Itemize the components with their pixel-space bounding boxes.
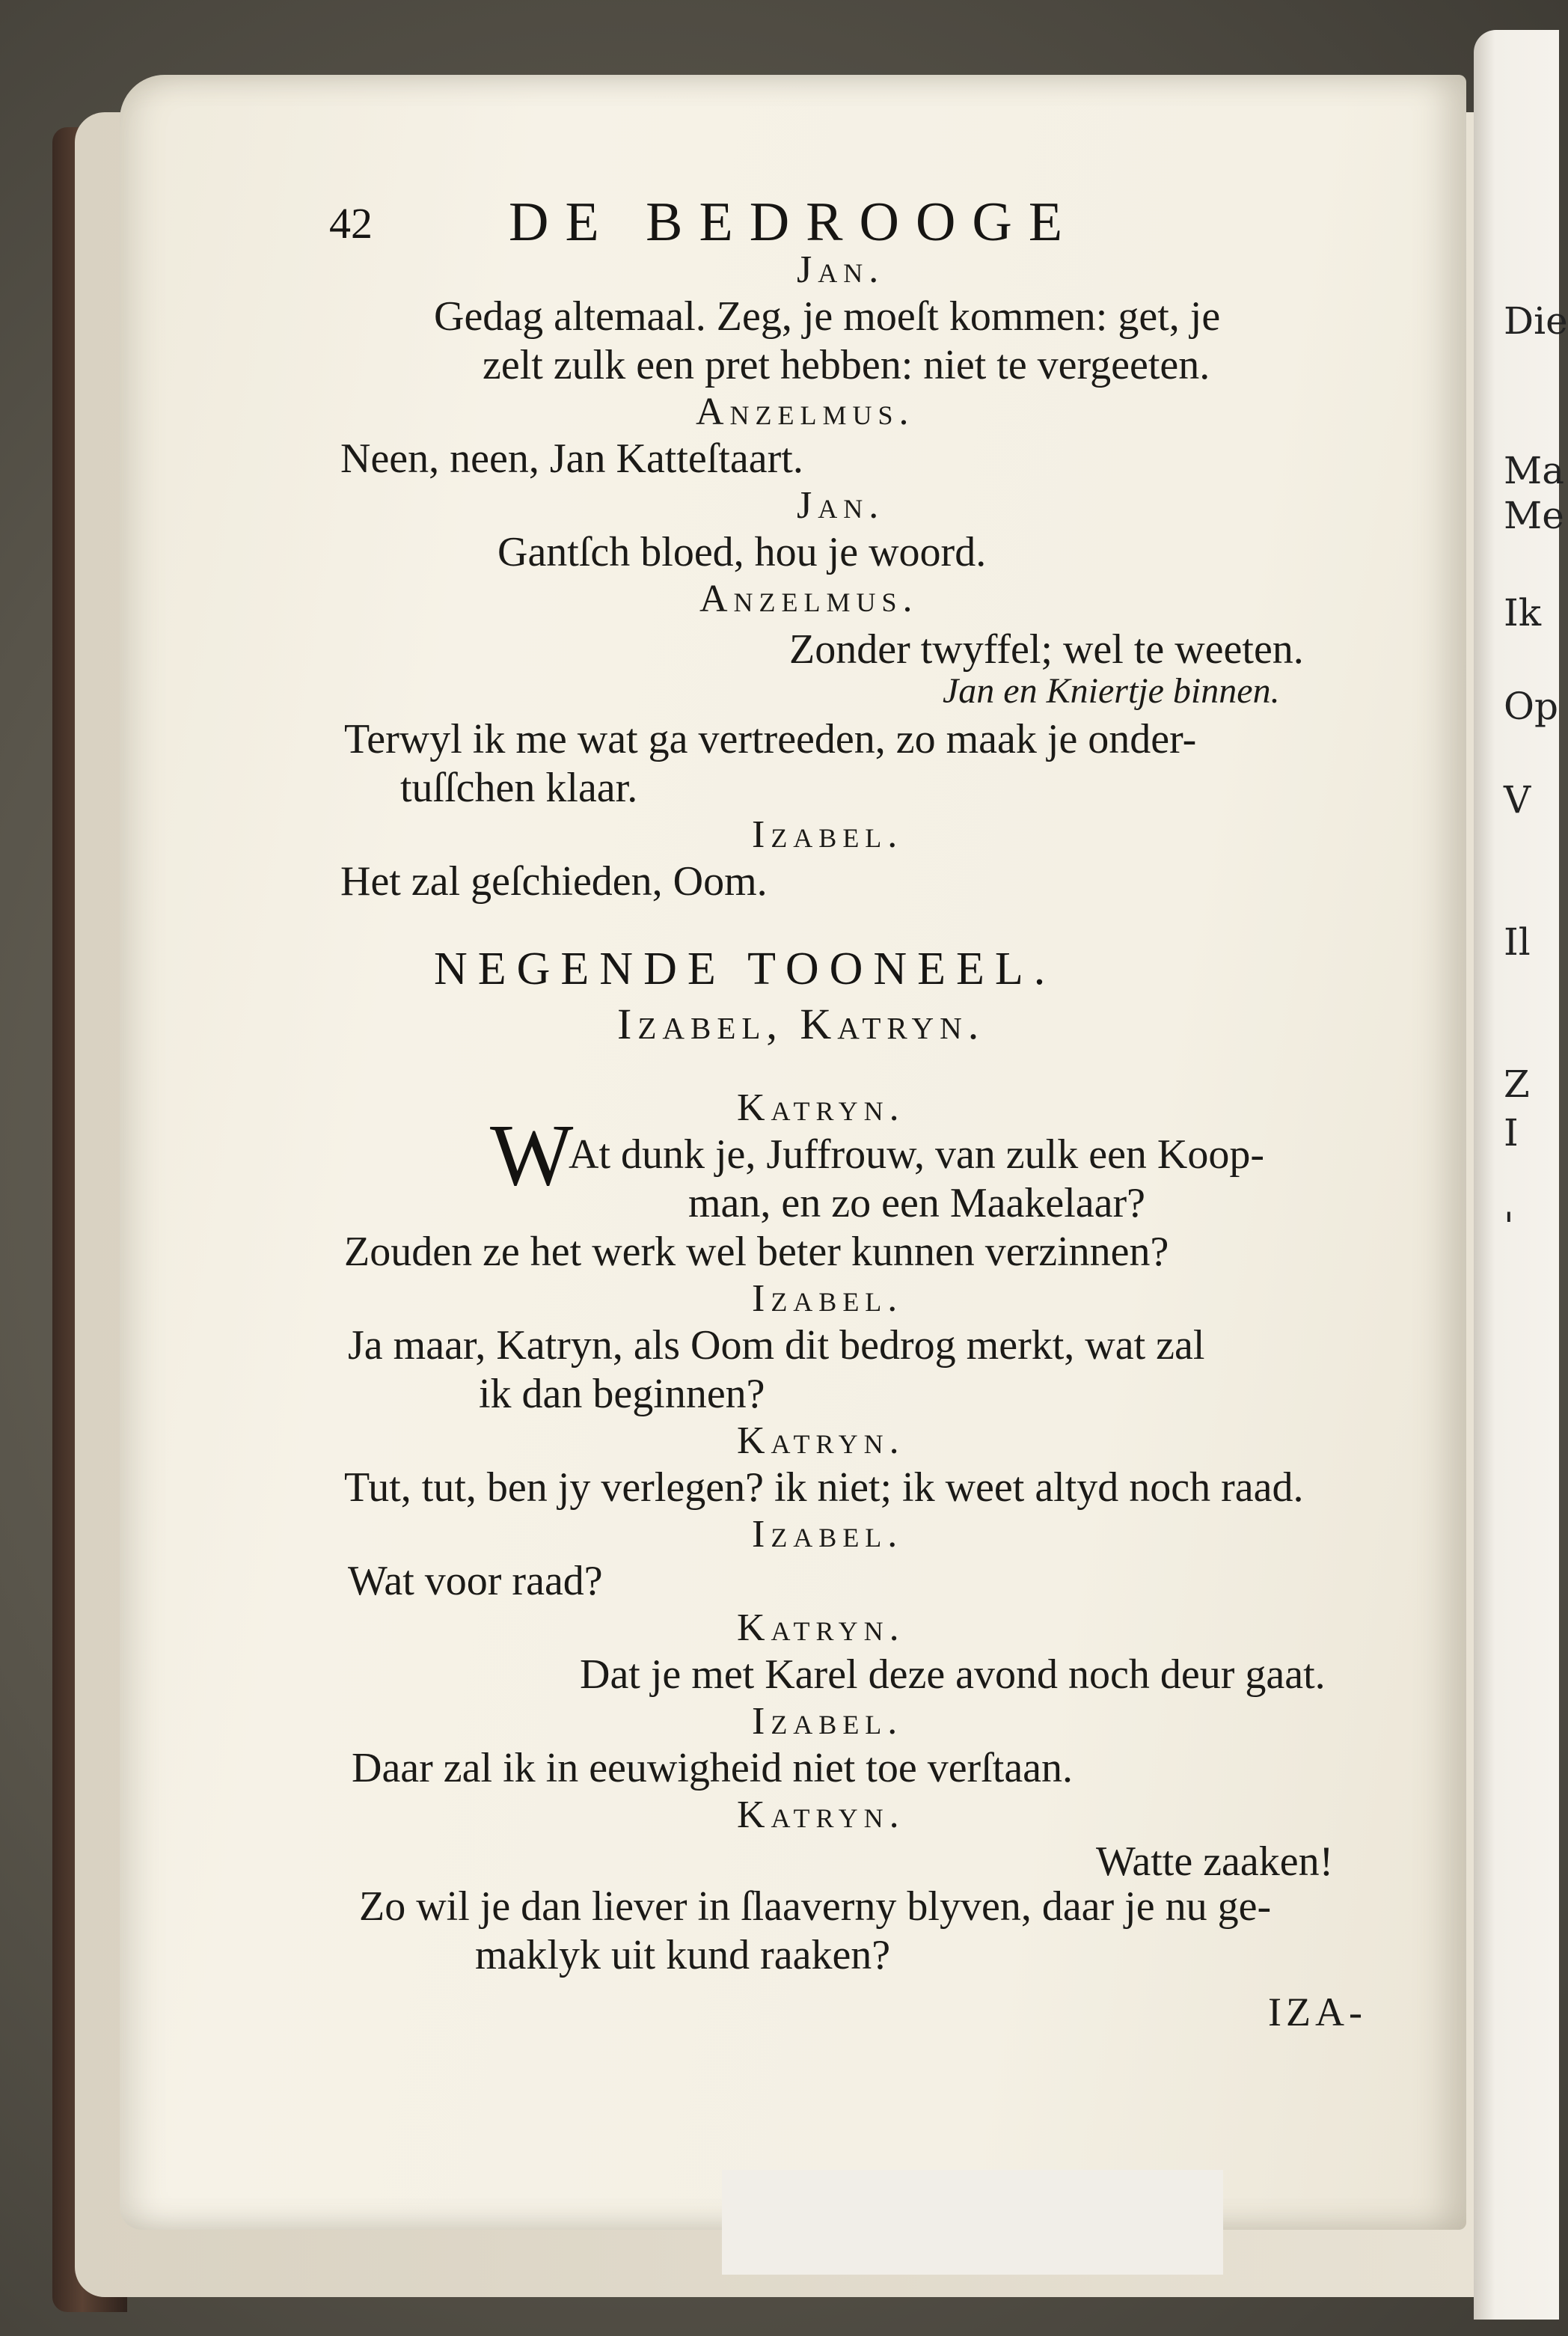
verse-line: Zo wil je dan liever in ſlaaverny blyven, daar je nu ge- bbox=[359, 1883, 1272, 1930]
speaker-label: Katryn. bbox=[737, 1419, 905, 1462]
stage-direction: Jan en Kniertje binnen. bbox=[943, 671, 1280, 711]
facing-page-fragment: Op bbox=[1504, 685, 1558, 728]
verse-line: Ja maar, Katryn, als Oom dit bedrog merkt, wat zal bbox=[348, 1322, 1205, 1369]
speaker-label: Izabel. bbox=[752, 1277, 904, 1320]
verse-line: Dat je met Karel deze avond noch deur gaat. bbox=[580, 1651, 1326, 1698]
facing-page-fragment: V bbox=[1504, 778, 1531, 822]
verse-line: Zonder twyffel; wel te weeten. bbox=[789, 626, 1304, 673]
speaker-label: Katryn. bbox=[737, 1794, 905, 1836]
verse-line: Wat voor raad? bbox=[348, 1558, 603, 1604]
running-title: DE BEDROOGE bbox=[509, 192, 1079, 253]
verse-line: Het zal geſchieden, Oom. bbox=[340, 858, 768, 905]
speaker-label: Katryn. bbox=[737, 1606, 905, 1649]
verse-line: Gedag altemaal. Zeg, je moeſt kommen: get, je bbox=[434, 293, 1221, 340]
redaction-patch bbox=[722, 2170, 1223, 2275]
verse-line: tuſſchen klaar. bbox=[400, 765, 638, 811]
verse-line: maklyk uit kund raaken? bbox=[475, 1932, 891, 1978]
facing-page-fragment: Ma bbox=[1504, 449, 1565, 492]
page-number: 42 bbox=[329, 199, 373, 248]
speaker-label: Anzelmus. bbox=[696, 391, 915, 433]
verse-line: Terwyl ik me wat ga vertreeden, zo maak je onder- bbox=[344, 716, 1197, 762]
verse-line: Neen, neen, Jan Katteſtaart. bbox=[340, 435, 803, 482]
facing-page-fragment: ' bbox=[1504, 1205, 1514, 1248]
drop-cap: W bbox=[490, 1106, 574, 1204]
speaker-label: Jan. bbox=[797, 484, 885, 527]
verse-line: zelt zulk een pret hebben: niet te vergeeten. bbox=[483, 342, 1210, 388]
verse-line: At dunk je, Juffrouw, van zulk een Koop- bbox=[569, 1131, 1265, 1178]
facing-page-fragment: I bbox=[1504, 1111, 1519, 1155]
verse-line: Gantſch bloed, hou je woord. bbox=[497, 529, 987, 575]
facing-page-fragment: Me bbox=[1504, 494, 1564, 537]
speaker-label: Jan. bbox=[797, 248, 885, 291]
facing-page-fragment: Il bbox=[1504, 920, 1531, 964]
scene-characters: Izabel, Katryn. bbox=[617, 1000, 985, 1048]
facing-page-fragment: Ik bbox=[1504, 591, 1542, 635]
speaker-label: Izabel. bbox=[752, 1700, 904, 1743]
speaker-label: Katryn. bbox=[737, 1086, 905, 1129]
catchword: IZA- bbox=[1268, 1990, 1367, 2034]
speaker-label: Izabel. bbox=[752, 813, 904, 856]
verse-line: Watte zaaken! bbox=[1096, 1838, 1334, 1885]
verse-line: Tut, tut, ben jy verlegen? ik niet; ik weet altyd noch raad. bbox=[344, 1464, 1304, 1511]
verse-line: ik dan beginnen? bbox=[479, 1371, 765, 1417]
facing-page-fragment: Die bbox=[1504, 299, 1568, 343]
verse-line: Zouden ze het werk wel beter kunnen verzinnen? bbox=[344, 1229, 1169, 1275]
scene-heading: NEGENDE TOONEEL. bbox=[434, 944, 1056, 994]
speaker-label: Anzelmus. bbox=[699, 578, 919, 620]
facing-page bbox=[1474, 30, 1568, 2320]
verse-line: man, en zo een Maakelaar? bbox=[688, 1180, 1145, 1226]
speaker-label: Izabel. bbox=[752, 1513, 904, 1556]
verse-line: Daar zal ik in eeuwigheid niet toe verſtaan. bbox=[352, 1745, 1074, 1791]
facing-page-fragment: Z bbox=[1504, 1062, 1530, 1106]
